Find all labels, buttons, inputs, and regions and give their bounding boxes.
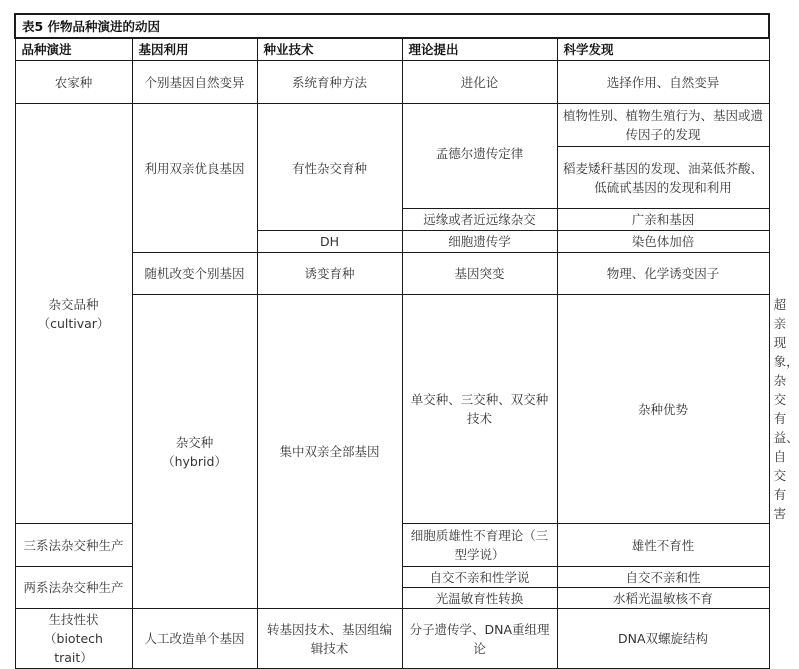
tech-cell: DH	[257, 231, 402, 253]
tech-cell: 转基因技术、基因组编辑技术	[257, 609, 402, 669]
discovery-cell: 广亲和基因	[557, 209, 769, 231]
tech-cell: 有性杂交育种	[257, 104, 402, 231]
theory-cell: 孟德尔遗传定律	[402, 104, 557, 209]
col-header-theory: 理论提出	[402, 38, 557, 61]
theory-cell: 分子遗传学、DNA重组理论	[402, 609, 557, 669]
tech-cell: 三系法杂交种生产	[15, 524, 132, 567]
tech-cell: 两系法杂交种生产	[15, 567, 132, 609]
stage-cell: 农家种	[15, 61, 132, 104]
col-header-tech: 种业技术	[257, 38, 402, 61]
table-container	[14, 13, 799, 669]
theory-cell: 细胞质雄性不育理论（三型学说）	[402, 524, 557, 567]
theory-cell: 光温敏育性转换	[402, 588, 557, 609]
theory-cell: 杂种优势	[557, 295, 769, 524]
table-row	[15, 61, 769, 104]
table-row	[15, 104, 769, 147]
col-header-stage: 品种演进	[15, 38, 132, 61]
col-header-gene: 基因利用	[132, 38, 257, 61]
gene-cell: 随机改变个别基因	[132, 253, 257, 295]
theory-cell: 自交不亲和性学说	[402, 567, 557, 588]
gene-cell: 个别基因自然变异	[132, 61, 257, 104]
discovery-cell: 水稻光温敏核不育	[557, 588, 769, 609]
discovery-cell: 物理、化学诱变因子	[557, 253, 769, 295]
theory-cell: 细胞遗传学	[402, 231, 557, 253]
col-header-discovery: 科学发现	[557, 38, 769, 61]
discovery-cell: 稻麦矮秆基因的发现、油菜低芥酸、低硫甙基因的发现和利用	[557, 147, 769, 209]
discovery-cell: DNA双螺旋结构	[557, 609, 769, 669]
tech-cell: 系统育种方法	[257, 61, 402, 104]
theory-cell: 基因突变	[402, 253, 557, 295]
gene-cell: 利用双亲优良基因	[132, 104, 257, 253]
discovery-cell: 染色体加倍	[557, 231, 769, 253]
gene-cell: 集中双亲全部基因	[257, 295, 402, 609]
theory-cell: 远缘或者近远缘杂交	[402, 209, 557, 231]
tech-cell: 单交种、三交种、双交种技术	[402, 295, 557, 524]
theory-cell: 进化论	[402, 61, 557, 104]
stage-cell: 杂交品种（cultivar）	[15, 104, 132, 524]
table-row: 杂交种（hybrid） 集中双亲全部基因 单交种、三交种、双交种技术 杂种优势 超亲现象，杂交有益、自交有害	[15, 295, 769, 524]
discovery-cell: 雄性不育性	[557, 524, 769, 567]
table-row	[15, 609, 769, 669]
stage-cell: 生技性状（biotech trait）	[15, 609, 132, 669]
gene-cell: 人工改造单个基因	[132, 609, 257, 669]
discovery-cell: 选择作用、自然变异	[557, 61, 769, 104]
header-row	[15, 38, 769, 61]
evolution-table	[14, 13, 799, 669]
table-title: 表5 作物品种演进的动因	[15, 14, 769, 38]
stage-cell: 杂交种（hybrid）	[132, 295, 257, 609]
discovery-cell: 自交不亲和性	[557, 567, 769, 588]
tech-cell: 诱变育种	[257, 253, 402, 295]
discovery-cell: 植物性别、植物生殖行为、基因或遗传因子的发现	[557, 104, 769, 147]
